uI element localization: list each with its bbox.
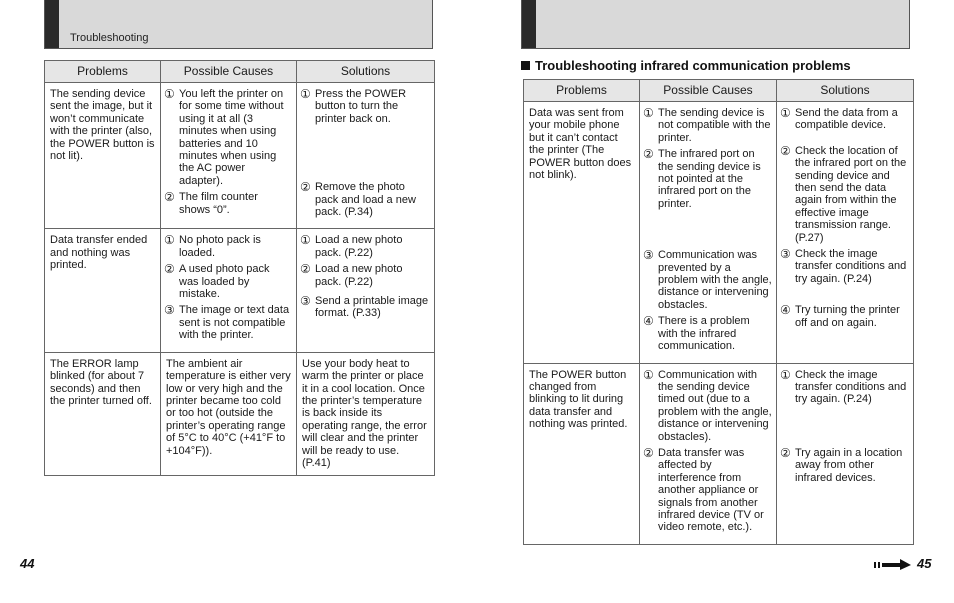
table-header-row [45, 61, 435, 83]
solution-item: ② Try again in a location away from other infrared devices. [780, 445, 903, 484]
table-row [524, 363, 914, 544]
cause-item: ③ The image or text data sent is not compatible with the printer. [164, 303, 290, 342]
problem-cell: Data transfer ended and nothing was printed. [45, 229, 161, 352]
causes-cell [161, 83, 297, 229]
solution-item: ① Press the POWER button to turn the printer back on. [300, 87, 407, 125]
page-number-left: 44 [20, 556, 35, 571]
header-solutions: Solutions [297, 61, 435, 83]
cause-item: ③ Communication was prevented by a problem with the angle, distance or intervening obstacles. [643, 248, 772, 311]
right-header-bar [521, 0, 910, 49]
continue-arrow-icon [874, 558, 912, 570]
page-number-right: 45 [917, 556, 932, 571]
solution-item: ④ Try turning the printer off and on again. [780, 303, 900, 329]
left-troubleshooting-table [44, 60, 435, 476]
solutions-cell: Use your body heat to warm the printer or place it in a cool location. Once the printer’s temperature is back inside its operating range, the error will clear and the printer will be ready to use. (P.41) [297, 352, 435, 476]
problem-cell: The ERROR lamp blinked (for about 7 seconds) and then the printer turned off. [45, 352, 161, 476]
solution-item: ① Check the image transfer conditions and try again. (P.24) [780, 367, 907, 406]
header-accent [522, 0, 536, 48]
cause-item: ① No photo pack is loaded. [164, 233, 261, 259]
causes-cell: The ambient air temperature is either very low or very high and the printer became too cold or too hot (outside the printer’s operating range of 5°C to 40°C (+41°F to +104°F)). [161, 352, 297, 476]
solutions-cell [777, 102, 914, 364]
solution-item: ① Load a new photo pack. (P.22) [300, 233, 403, 259]
solutions-cell [777, 363, 914, 544]
table-row [45, 229, 435, 352]
solution-item: ② Load a new photo pack. (P.22) [300, 262, 403, 288]
causes-cell [161, 229, 297, 352]
problem-cell: The sending device sent the image, but it won’t communicate with the printer (also, the POWER button is not lit). [45, 83, 161, 229]
table-header-row [524, 80, 914, 102]
right-troubleshooting-table [523, 79, 914, 545]
solutions-cell [297, 83, 435, 229]
solutions-cell [297, 229, 435, 352]
cause-item: ④ There is a problem with the infrared communication. [643, 314, 750, 353]
header-accent [45, 0, 59, 48]
header-causes: Possible Causes [640, 80, 777, 102]
cause-item: ① The sending device is not compatible with the printer. [643, 106, 771, 144]
square-bullet-icon [521, 61, 530, 70]
solution-item: ③ Check the image transfer conditions and try again. (P.24) [780, 247, 907, 285]
solution-item: ③ Send a printable image format. (P.33) [300, 294, 429, 320]
cause-item: ② Data transfer was affected by interference from another appliance or signals from another infrared device (TV or video remote, etc.). [643, 445, 764, 534]
cause-item: ② The film counter shows “0”. [164, 190, 258, 216]
header-problems: Problems [45, 61, 161, 83]
causes-cell [640, 363, 777, 544]
table-row [524, 102, 914, 364]
problem-cell: Data was sent from your mobile phone but it can’t contact the printer (The POWER button does not blink). [524, 102, 640, 364]
causes-cell [640, 102, 777, 364]
header-problems: Problems [524, 80, 640, 102]
problem-cell: The POWER button changed from blinking to lit during data transfer and nothing was printed. [524, 363, 640, 544]
left-header-bar [44, 0, 433, 49]
cause-item: ② The infrared port on the sending device is not pointed at the infrared port on the printer. [643, 147, 761, 210]
header-solutions: Solutions [777, 80, 914, 102]
table-row [45, 83, 435, 229]
solution-item: ② Remove the photo pack and load a new pack. (P.34) [300, 180, 416, 219]
section-label: Troubleshooting [70, 32, 149, 44]
solution-item: ② Check the location of the infrared port on the sending device and then send the data again from within the effective image transmission range. (P.27) [780, 143, 907, 244]
table-row [45, 352, 435, 476]
solution-item: ① Send the data from a compatible device. [780, 106, 898, 132]
section-title: Troubleshooting infrared communication problems [521, 58, 851, 73]
cause-item: ② A used photo pack was loaded by mistake. [164, 262, 270, 301]
header-causes: Possible Causes [161, 61, 297, 83]
cause-item: ① You left the printer on for some time without using it at all (3 minutes when using batteries and 10 minutes when using the AC power adapter). [164, 87, 284, 187]
cause-item: ① Communication with the sending device timed out (due to a problem with the angle, distance or intervening obstacles). [643, 367, 772, 443]
